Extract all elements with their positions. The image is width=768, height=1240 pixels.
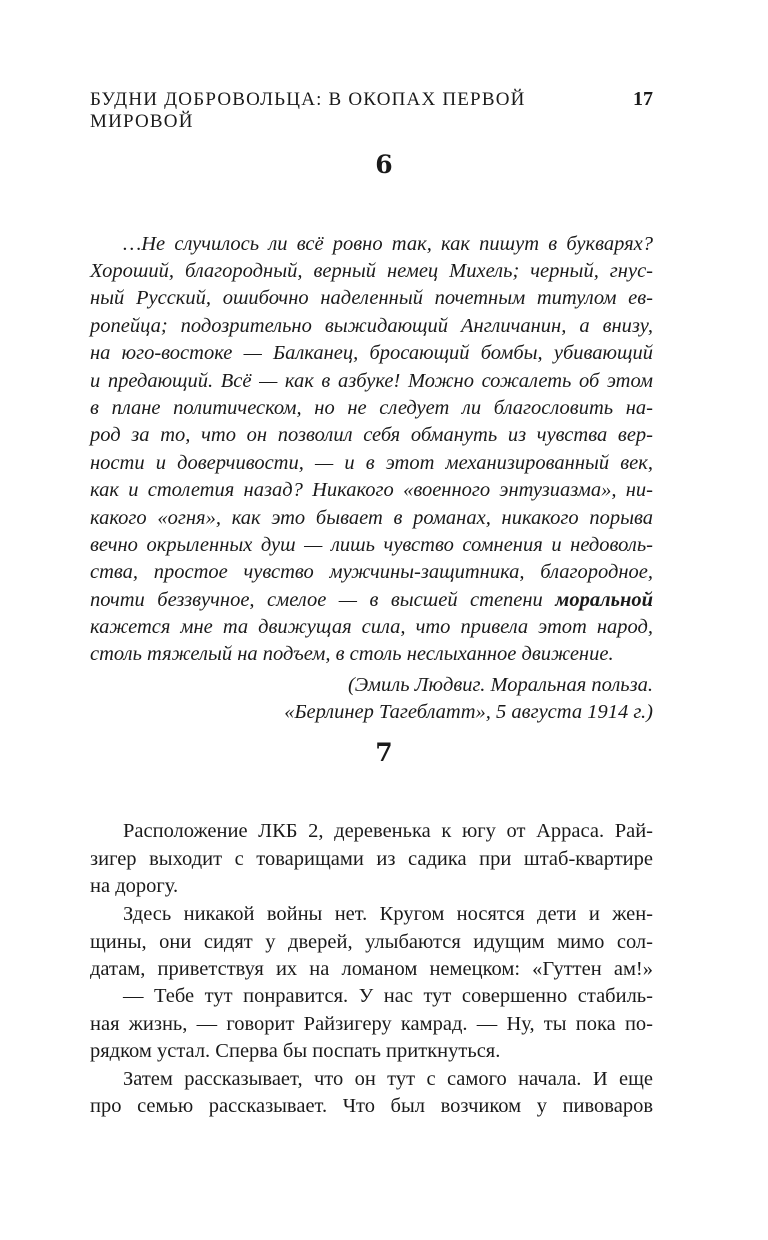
page-number: 17: [633, 88, 653, 110]
body-line: ная жизнь, — говорит Райзигеру камрад. — Ну, ты пока по-: [90, 1013, 653, 1035]
running-title: БУДНИ ДОБРОВОЛЬЦА: В ОКОПАХ ПЕРВОЙ МИРОВОЙ: [90, 89, 526, 132]
body-line: на дорогу.: [90, 875, 179, 897]
quote-line: в плане политическом, но не следует ли благословить на-: [90, 397, 653, 419]
section-number-6: 6: [375, 150, 393, 179]
quote-line: ный Русский, ошибочно наделенный почетным титулом ев-: [90, 287, 653, 309]
body-line: зигер выходит с товарищами из садика при штаб-квартире: [90, 848, 653, 870]
quote-line-text: почти беззвучное, смелое — в высшей степени: [90, 589, 556, 611]
quote-line: кажется мне та движущая сила, что привела этот народ,: [90, 616, 653, 638]
quote-line: вечно окрыленных душ — лишь чувство сомнения и недоволь-: [90, 534, 653, 556]
quote-line: ности и доверчивости, — и в этот механизированный век,: [90, 452, 653, 474]
body-line: — Тебе тут понравится. У нас тут совершенно стабиль-: [123, 985, 653, 1007]
quote-line: столь тяжелый на подъем, в столь неслыханное движение.: [90, 643, 614, 665]
body-line: про семью рассказывает. Что был возчиком у пивоваров: [90, 1095, 653, 1117]
emphasized-word: моральной: [555, 589, 653, 611]
quote-line: какого «огня», как это бывает в романах, никакого порыва: [90, 507, 653, 529]
quote-line: Хороший, благородный, верный немец Михель; черный, гнус-: [90, 260, 653, 282]
attribution-line: (Эмиль Людвиг. Моральная польза.: [347, 674, 653, 696]
quote-line: ства, простое чувство мужчины-защитника, благородное,: [90, 561, 653, 583]
body-line: Здесь никакой войны нет. Кругом носятся дети и жен-: [123, 903, 653, 925]
quote-line: [90, 587, 653, 613]
body-line: Расположение ЛКБ 2, деревенька к югу от Арраса. Рай-: [123, 820, 653, 842]
quote-line: ропейца; подозрительно выжидающий Англичанин, а внизу,: [90, 315, 653, 337]
body-line: рядком устал. Сперва бы поспать приткнуться.: [90, 1040, 501, 1062]
quote-line: и предающий. Всё — как в азбуке! Можно сожалеть об этом: [90, 370, 653, 392]
attribution-line: «Берлинер Тагеблатт», 5 августа 1914 г.): [284, 701, 653, 723]
quote-line: род за то, что он позволил себя обмануть из чувства вер-: [90, 424, 653, 446]
quote-line: на юго-востоке — Балканец, бросающий бомбы, убивающий: [90, 342, 653, 364]
section-number-7: 7: [375, 738, 393, 767]
body-line: Затем рассказывает, что он тут с самого начала. И еще: [123, 1068, 653, 1090]
body-line: датам, приветствуя их на ломаном немецком: «Гуттен ам!»: [90, 958, 653, 980]
quote-line: …Не случилось ли всё ровно так, как пишут в букварях?: [123, 233, 653, 255]
running-header: [90, 88, 653, 132]
body-line: щины, они сидят у дверей, улыбаются идущим мимо сол-: [90, 931, 653, 953]
quote-line: как и столетия назад? Никакого «военного энтузиазма», ни-: [90, 479, 653, 501]
